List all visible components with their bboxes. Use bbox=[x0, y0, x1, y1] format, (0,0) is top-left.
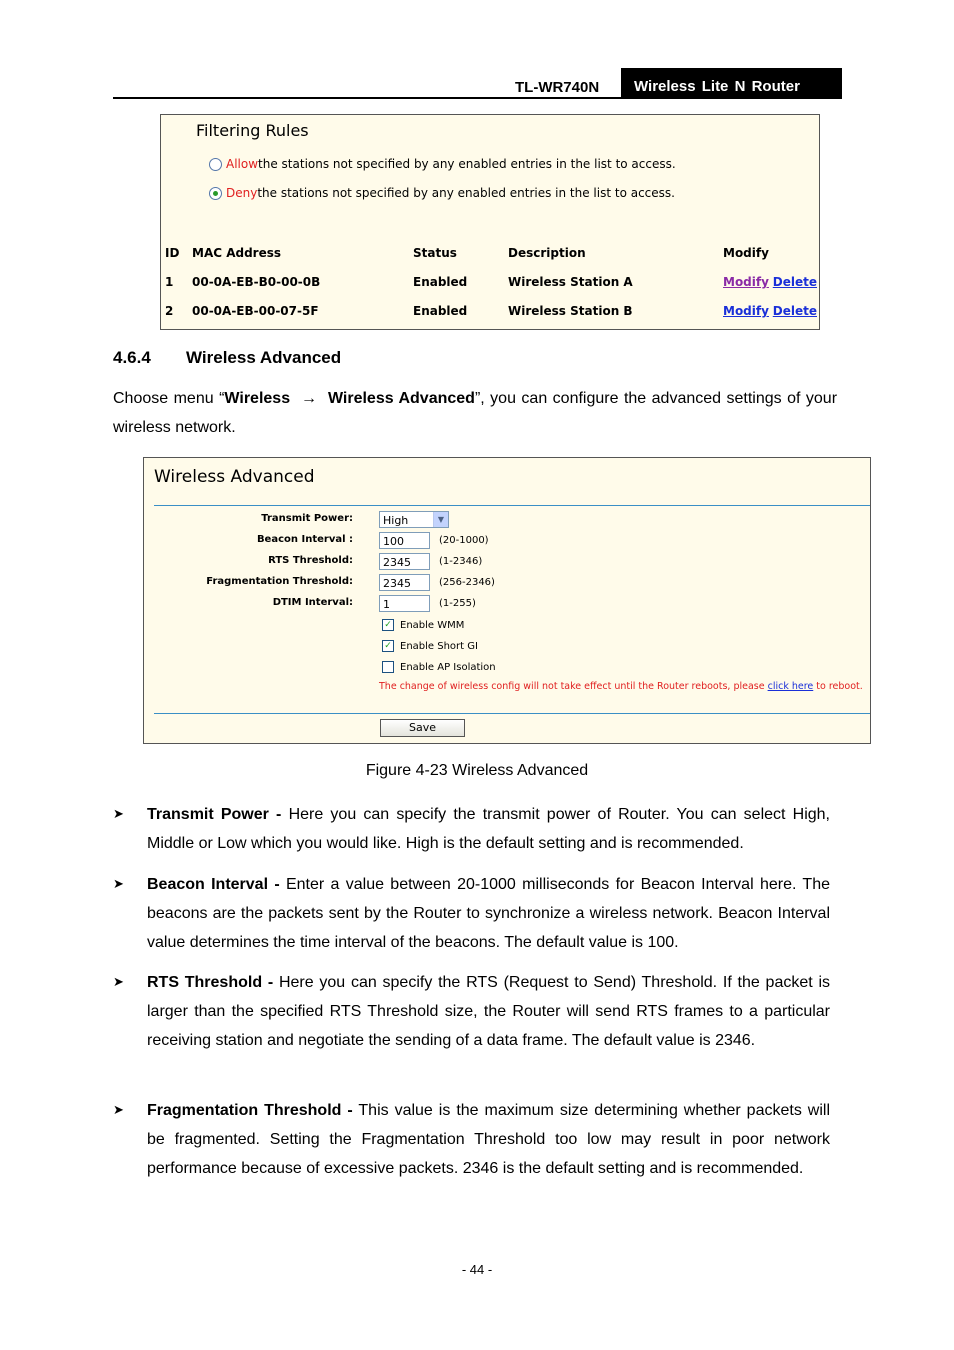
allow-radio[interactable] bbox=[209, 158, 222, 171]
row1-modify-link[interactable]: Modify bbox=[723, 275, 769, 289]
bullet-arrow-icon: ➤ bbox=[113, 876, 124, 891]
deny-keyword: Deny bbox=[226, 186, 258, 200]
col-modify: Modify bbox=[723, 246, 769, 260]
enable-short-gi-option[interactable] bbox=[382, 640, 478, 652]
row2-modify-link[interactable]: Modify bbox=[723, 304, 769, 318]
bullet-text: This value is the maximum size determining whether packets will be fragmented. Setting the Fragmentation Threshold too low may result in poor network performance because of excessive packets. 2346 is the default setting and is recommended. bbox=[147, 1102, 831, 1177]
menu-wireless-advanced: Wireless Advanced bbox=[327, 390, 475, 407]
panel-divider-bottom bbox=[154, 713, 870, 714]
section-number: 4.6.4 bbox=[113, 348, 151, 367]
row1-delete-link[interactable]: Delete bbox=[772, 275, 817, 289]
row2-description: Wireless Station B bbox=[508, 304, 633, 318]
enable-ap-isolation-option[interactable] bbox=[382, 661, 496, 673]
deny-option[interactable] bbox=[209, 186, 675, 200]
beacon-interval-range: (20-1000) bbox=[439, 535, 489, 546]
intro-paragraph bbox=[113, 384, 837, 442]
dtim-interval-label: DTIM Interval: bbox=[272, 597, 353, 608]
bullet-term: Transmit Power - bbox=[147, 806, 282, 823]
bullet-fragmentation-threshold bbox=[147, 1096, 830, 1183]
allow-text: the stations not specified by any enabled entries in the list to access. bbox=[258, 157, 676, 171]
row2-mac: 00-0A-EB-00-07-5F bbox=[192, 304, 319, 318]
row1-actions bbox=[723, 275, 817, 289]
row2-status: Enabled bbox=[413, 304, 468, 318]
row2-delete-link[interactable]: Delete bbox=[772, 304, 817, 318]
dtim-interval-input[interactable]: 1 bbox=[379, 595, 430, 612]
bullet-arrow-icon: ➤ bbox=[113, 1102, 124, 1117]
chevron-down-icon[interactable]: ▼ bbox=[433, 512, 448, 527]
bullet-term: Fragmentation Threshold - bbox=[147, 1102, 353, 1119]
filtering-rules-panel bbox=[160, 114, 820, 330]
row1-mac: 00-0A-EB-B0-00-0B bbox=[192, 275, 321, 289]
rts-threshold-range: (1-2346) bbox=[439, 556, 483, 567]
intro-pre: Choose menu “ bbox=[113, 390, 225, 407]
allow-option[interactable] bbox=[209, 157, 676, 171]
fragmentation-threshold-range: (256-2346) bbox=[439, 577, 495, 588]
header-model: TL-WR740N bbox=[515, 79, 600, 96]
col-id: ID bbox=[165, 246, 180, 260]
menu-wireless: Wireless bbox=[224, 390, 291, 407]
panel-divider-top bbox=[154, 505, 870, 506]
enable-wmm-checkbox[interactable]: ✓ bbox=[382, 619, 394, 631]
reboot-note-post: to reboot. bbox=[813, 681, 863, 692]
section-title: Wireless Advanced bbox=[186, 348, 342, 367]
beacon-interval-input[interactable]: 100 bbox=[379, 532, 430, 549]
bullet-term: Beacon Interval - bbox=[147, 876, 280, 893]
page-number: - 44 - bbox=[461, 1262, 493, 1277]
col-status: Status bbox=[413, 246, 457, 260]
rts-threshold-input[interactable]: 2345 bbox=[379, 553, 430, 570]
transmit-power-value: High bbox=[383, 514, 409, 527]
intro-post: ”, you can configure the advanced settings of your wireless network. bbox=[113, 390, 838, 436]
fragmentation-threshold-label: Fragmentation Threshold: bbox=[206, 576, 353, 587]
bullet-text: Here you can specify the transmit power of Router. You can select High, Middle or Low which you would like. High is the default setting and is recommended. bbox=[147, 806, 831, 852]
save-button[interactable]: Save bbox=[380, 719, 465, 737]
rts-threshold-label: RTS Threshold: bbox=[268, 555, 353, 566]
enable-ap-isolation-checkbox[interactable] bbox=[382, 661, 394, 673]
reboot-note bbox=[379, 681, 863, 692]
deny-text: the stations not specified by any enabled entries in the list to access. bbox=[257, 186, 675, 200]
dtim-interval-range: (1-255) bbox=[439, 598, 476, 609]
enable-short-gi-checkbox[interactable]: ✓ bbox=[382, 640, 394, 652]
bullet-arrow-icon: ➤ bbox=[113, 974, 124, 989]
reboot-note-pre: The change of wireless config will not take effect until the Router reboots, please bbox=[379, 681, 768, 692]
menu-arrow: → bbox=[301, 390, 318, 407]
bullet-text: Enter a value between 20-1000 milliseconds for Beacon Interval here. The beacons are the packets sent by the Router to synchronize a wireless network. Beacon Interval value determines the time interval of the beacons. The default value is 100. bbox=[147, 876, 831, 951]
row1-id: 1 bbox=[165, 275, 174, 289]
bullet-rts-threshold bbox=[147, 968, 830, 1055]
bullet-arrow-icon: ➤ bbox=[113, 806, 124, 821]
wireless-advanced-title: Wireless Advanced bbox=[154, 467, 315, 487]
bullet-term: RTS Threshold - bbox=[147, 974, 274, 991]
allow-keyword: Allow bbox=[226, 157, 259, 171]
row2-actions bbox=[723, 304, 817, 318]
deny-radio[interactable] bbox=[209, 187, 222, 200]
header-product: Wireless Lite N Router bbox=[621, 68, 842, 99]
figure-caption: Figure 4-23 Wireless Advanced bbox=[365, 762, 589, 779]
col-description: Description bbox=[508, 246, 586, 260]
reboot-link[interactable]: click here bbox=[767, 681, 814, 692]
row1-status: Enabled bbox=[413, 275, 468, 289]
enable-wmm-label: Enable WMM bbox=[400, 619, 465, 631]
transmit-power-select[interactable] bbox=[379, 511, 449, 528]
row1-description: Wireless Station A bbox=[508, 275, 633, 289]
header-rule bbox=[113, 97, 842, 99]
row2-id: 2 bbox=[165, 304, 174, 318]
bullet-transmit-power bbox=[147, 800, 830, 858]
enable-short-gi-label: Enable Short GI bbox=[400, 640, 478, 652]
transmit-power-label: Transmit Power: bbox=[261, 513, 353, 524]
wireless-advanced-panel bbox=[143, 457, 871, 744]
bullet-text: Here you can specify the RTS (Request to Send) Threshold. If the packet is larger than the specified RTS Threshold size, the Router will send RTS frames to a particular receiving station and negotiate the sending of a data frame. The default value is 2346. bbox=[147, 974, 830, 1049]
filtering-rules-title: Filtering Rules bbox=[196, 121, 309, 140]
enable-ap-isolation-label: Enable AP Isolation bbox=[400, 661, 496, 673]
fragmentation-threshold-input[interactable]: 2345 bbox=[379, 574, 430, 591]
enable-wmm-option[interactable] bbox=[382, 619, 464, 631]
col-mac: MAC Address bbox=[192, 246, 282, 260]
beacon-interval-label: Beacon Interval : bbox=[256, 534, 353, 545]
bullet-beacon-interval bbox=[147, 870, 830, 957]
